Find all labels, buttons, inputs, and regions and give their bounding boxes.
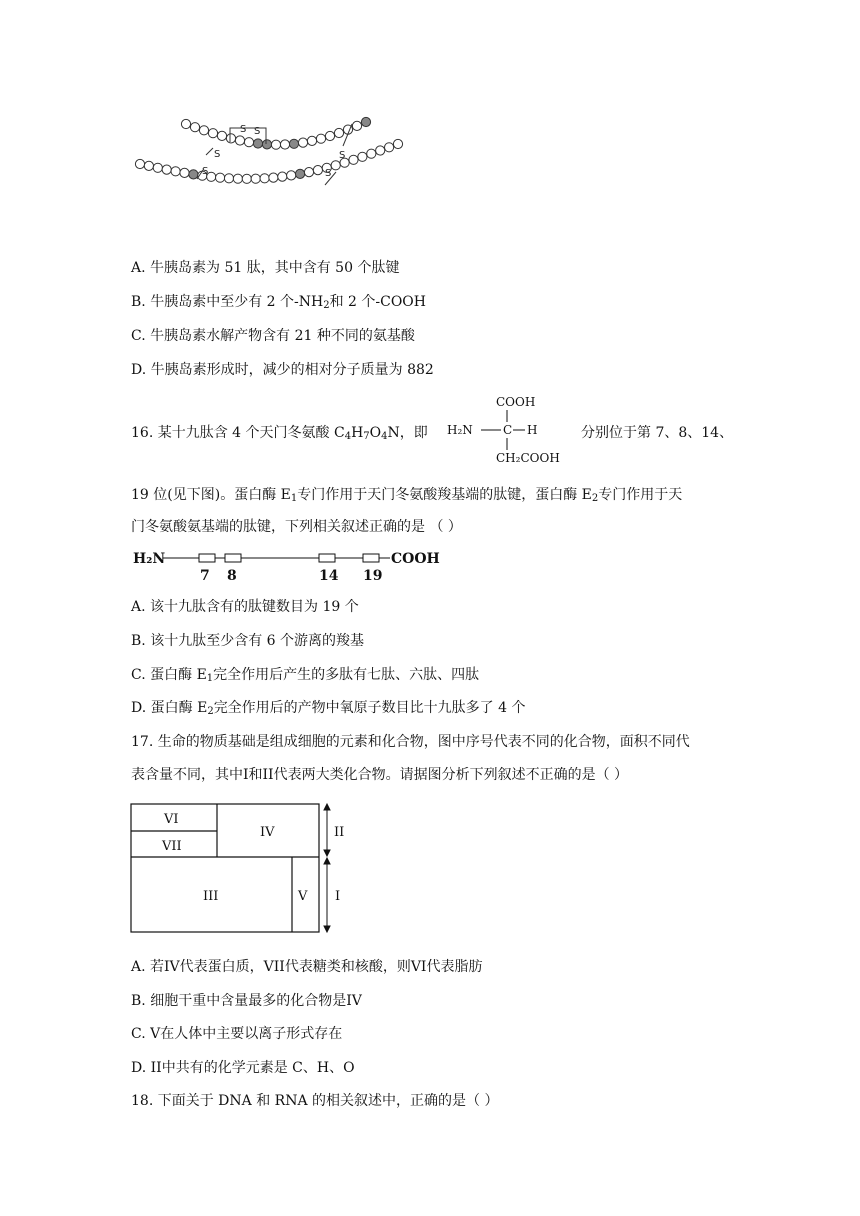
option-text: 蛋白酶 E [150, 667, 207, 683]
amino-acid-bead [208, 129, 217, 138]
option-text: 细胞干重中含量最多的化合物是IV [150, 993, 362, 1009]
cysteine-bead [289, 139, 298, 148]
subscript: 2 [207, 706, 214, 717]
amino-acid-bead [278, 172, 287, 181]
question-text: ，即 [399, 425, 428, 441]
amino-acid-bead [287, 171, 296, 180]
aspartic-acid-structure [445, 392, 585, 468]
s-label: S [214, 149, 221, 160]
amino-acid-bead [393, 139, 402, 148]
position-label: 8 [227, 568, 237, 584]
option-letter: A. [131, 959, 146, 975]
q17-option-d [131, 1059, 355, 1077]
s-label: S [240, 124, 247, 135]
chain-c-terminus: COOH [391, 551, 440, 567]
amino-acid-bead [280, 140, 289, 149]
amino-acid-bead [376, 146, 385, 155]
formula-part: O [369, 425, 382, 441]
q16-line-2 [131, 486, 682, 508]
position-label: 14 [319, 568, 339, 584]
position-label: 19 [363, 568, 383, 584]
q16-option-d [131, 699, 526, 721]
cysteine-bead [253, 139, 262, 148]
structure-center: C [503, 423, 513, 437]
option-letter: D. [131, 1060, 147, 1076]
amino-acid-bead [144, 161, 153, 170]
amino-acid-bead [251, 174, 260, 183]
amino-acid-bead [244, 138, 253, 147]
amino-acid-bead [260, 174, 269, 183]
option-text: 完全作用后产生的多肽有七肽、六肽、四肽 [213, 667, 480, 683]
q15-option-c [131, 327, 415, 345]
subscript: 1 [206, 673, 214, 684]
option-text: 该十九肽含有的肽键数目为 19 个 [150, 599, 359, 615]
label-v: V [298, 889, 308, 904]
amino-acid-bead [233, 174, 242, 183]
q15-option-a [131, 259, 399, 277]
amino-acid-bead [307, 136, 316, 145]
amino-acid-bead [171, 167, 180, 176]
s-label: S [339, 150, 346, 161]
amino-acid-bead [334, 128, 343, 137]
option-letter: D. [131, 362, 147, 378]
option-letter: C. [131, 1026, 146, 1042]
cysteine-bead [361, 117, 370, 126]
amino-acid-bead [316, 134, 325, 143]
q16-line-1-tail: 分别位于第 7、8、14、 [581, 425, 734, 441]
amino-acid-bead [325, 131, 334, 140]
option-text: 牛胰岛素形成时，减少的相对分子质量为 882 [150, 362, 434, 378]
q17-option-a [131, 958, 482, 976]
q17-option-c [131, 1025, 342, 1043]
subscript: 4 [344, 431, 352, 442]
structure-top: COOH [496, 395, 536, 409]
option-text: II中共有的化学元素是 C、H、O [150, 1060, 355, 1076]
chain-n-terminus: H₂N [133, 551, 166, 567]
q15-option-b [131, 293, 426, 315]
q18-question: 18. 下面关于 DNA 和 RNA 的相关叙述中，正确的是（ ） [131, 1093, 499, 1109]
option-text: V在人体中主要以离子形式存在 [150, 1026, 343, 1042]
amino-acid-bead [235, 136, 244, 145]
insulin-a-chain [181, 117, 370, 149]
amino-acid-bead [304, 168, 313, 177]
amino-acid-bead [331, 161, 340, 170]
amino-acid-bead [298, 138, 307, 147]
structure-bottom: CH₂COOH [496, 451, 560, 465]
question-text: 专门作用于天门冬氨酸羧基端的肽键，蛋白酶 E [297, 487, 592, 503]
amino-acid-bead [271, 140, 280, 149]
option-letter: D. [131, 700, 147, 716]
option-text: 该十九肽至少含有 6 个游离的羧基 [150, 633, 365, 649]
q17-line-1: 17. 生命的物质基础是组成细胞的元素和化合物，图中序号代表不同的化合物，面积不同代 [131, 734, 690, 750]
amino-acid-bead [269, 173, 278, 182]
option-text: 牛胰岛素中至少有 2 个-NH [150, 294, 324, 310]
amino-acid-bead [242, 174, 251, 183]
option-letter: C. [131, 328, 146, 344]
amino-acid-bead [313, 166, 322, 175]
option-text: 牛胰岛素为 51 肽，其中含有 50 个肽键 [150, 260, 400, 276]
label-i: I [335, 889, 341, 904]
label-ii: II [334, 825, 345, 840]
q16-option-b [131, 632, 364, 650]
s-label: S [325, 168, 332, 179]
option-letter: B. [131, 294, 146, 310]
amino-acid-bead [181, 119, 190, 128]
structure-right: H [527, 423, 538, 437]
option-letter: C. [131, 667, 146, 683]
subscript: 7 [363, 431, 370, 442]
q16-option-c [131, 666, 479, 688]
amino-acid-bead [162, 165, 171, 174]
amino-acid-bead [224, 174, 233, 183]
option-text: 若IV代表蛋白质，VII代表糖类和核酸，则VI代表脂肪 [150, 959, 483, 975]
label-iii: III [203, 889, 219, 904]
q16-option-a [131, 598, 359, 616]
subscript: 4 [381, 431, 388, 442]
amino-acid-bead [135, 159, 144, 168]
q17-line-2: 表含量不同，其中I和II代表两大类化合物。请据图分析下列叙述不正确的是（ ） [131, 767, 629, 783]
option-letter: A. [131, 599, 146, 615]
option-letter: B. [131, 633, 146, 649]
amino-acid-bead [190, 123, 199, 132]
label-vii: VII [162, 839, 182, 854]
question-number: 16. [131, 425, 154, 441]
question-text: 19 位(见下图)。蛋白酶 E [131, 487, 291, 503]
amino-acid-bead [153, 163, 162, 172]
amino-acid-bead [216, 173, 225, 182]
label-vi: VI [164, 812, 179, 827]
subscript: 2 [591, 493, 599, 504]
position-label: 7 [200, 568, 210, 584]
question-text: 某十九肽含 4 个天门冬氨酸 C [157, 425, 345, 441]
q16-line-3: 门冬氨酸氨基端的肽键，下列相关叙述正确的是 （ ） [131, 519, 462, 535]
cysteine-bead [189, 170, 198, 179]
formula-part: N [387, 425, 400, 441]
option-text: 完全作用后的产物中氧原子数目比十九肽多了 4 个 [213, 700, 526, 716]
option-letter: A. [131, 260, 146, 276]
option-text: 牛胰岛素水解产物含有 21 种不同的氨基酸 [150, 328, 415, 344]
amino-acid-bead [199, 126, 208, 135]
amino-acid-bead [217, 131, 226, 140]
q17-option-b [131, 992, 362, 1010]
option-text: 蛋白酶 E [150, 700, 208, 716]
nonadecapeptide-chain-diagram [133, 548, 443, 586]
question-text: 专门作用于天 [598, 487, 683, 503]
amino-acid-bead [358, 152, 367, 161]
insulin-chain-figure [130, 110, 420, 200]
amino-acid-bead [226, 134, 235, 143]
option-letter: B. [131, 993, 146, 1009]
cysteine-bead [262, 140, 271, 149]
option-text: 和 2 个-COOH [329, 294, 426, 310]
q16-line-1 [131, 424, 428, 446]
amino-acid-bead [349, 155, 358, 164]
subscript: 1 [290, 493, 298, 504]
subscript: 2 [323, 300, 330, 311]
compounds-area-diagram [130, 802, 360, 936]
s-label: S [254, 126, 261, 137]
amino-acid-bead [352, 121, 361, 130]
cysteine-bead [296, 169, 305, 178]
amino-acid-bead [180, 168, 189, 177]
amino-acid-bead [385, 143, 394, 152]
structure-left: H₂N [447, 423, 473, 437]
s-label: S [202, 166, 209, 177]
label-iv: IV [260, 825, 275, 840]
q15-option-d [131, 361, 434, 379]
formula-part: H [351, 425, 364, 441]
amino-acid-bead [367, 149, 376, 158]
